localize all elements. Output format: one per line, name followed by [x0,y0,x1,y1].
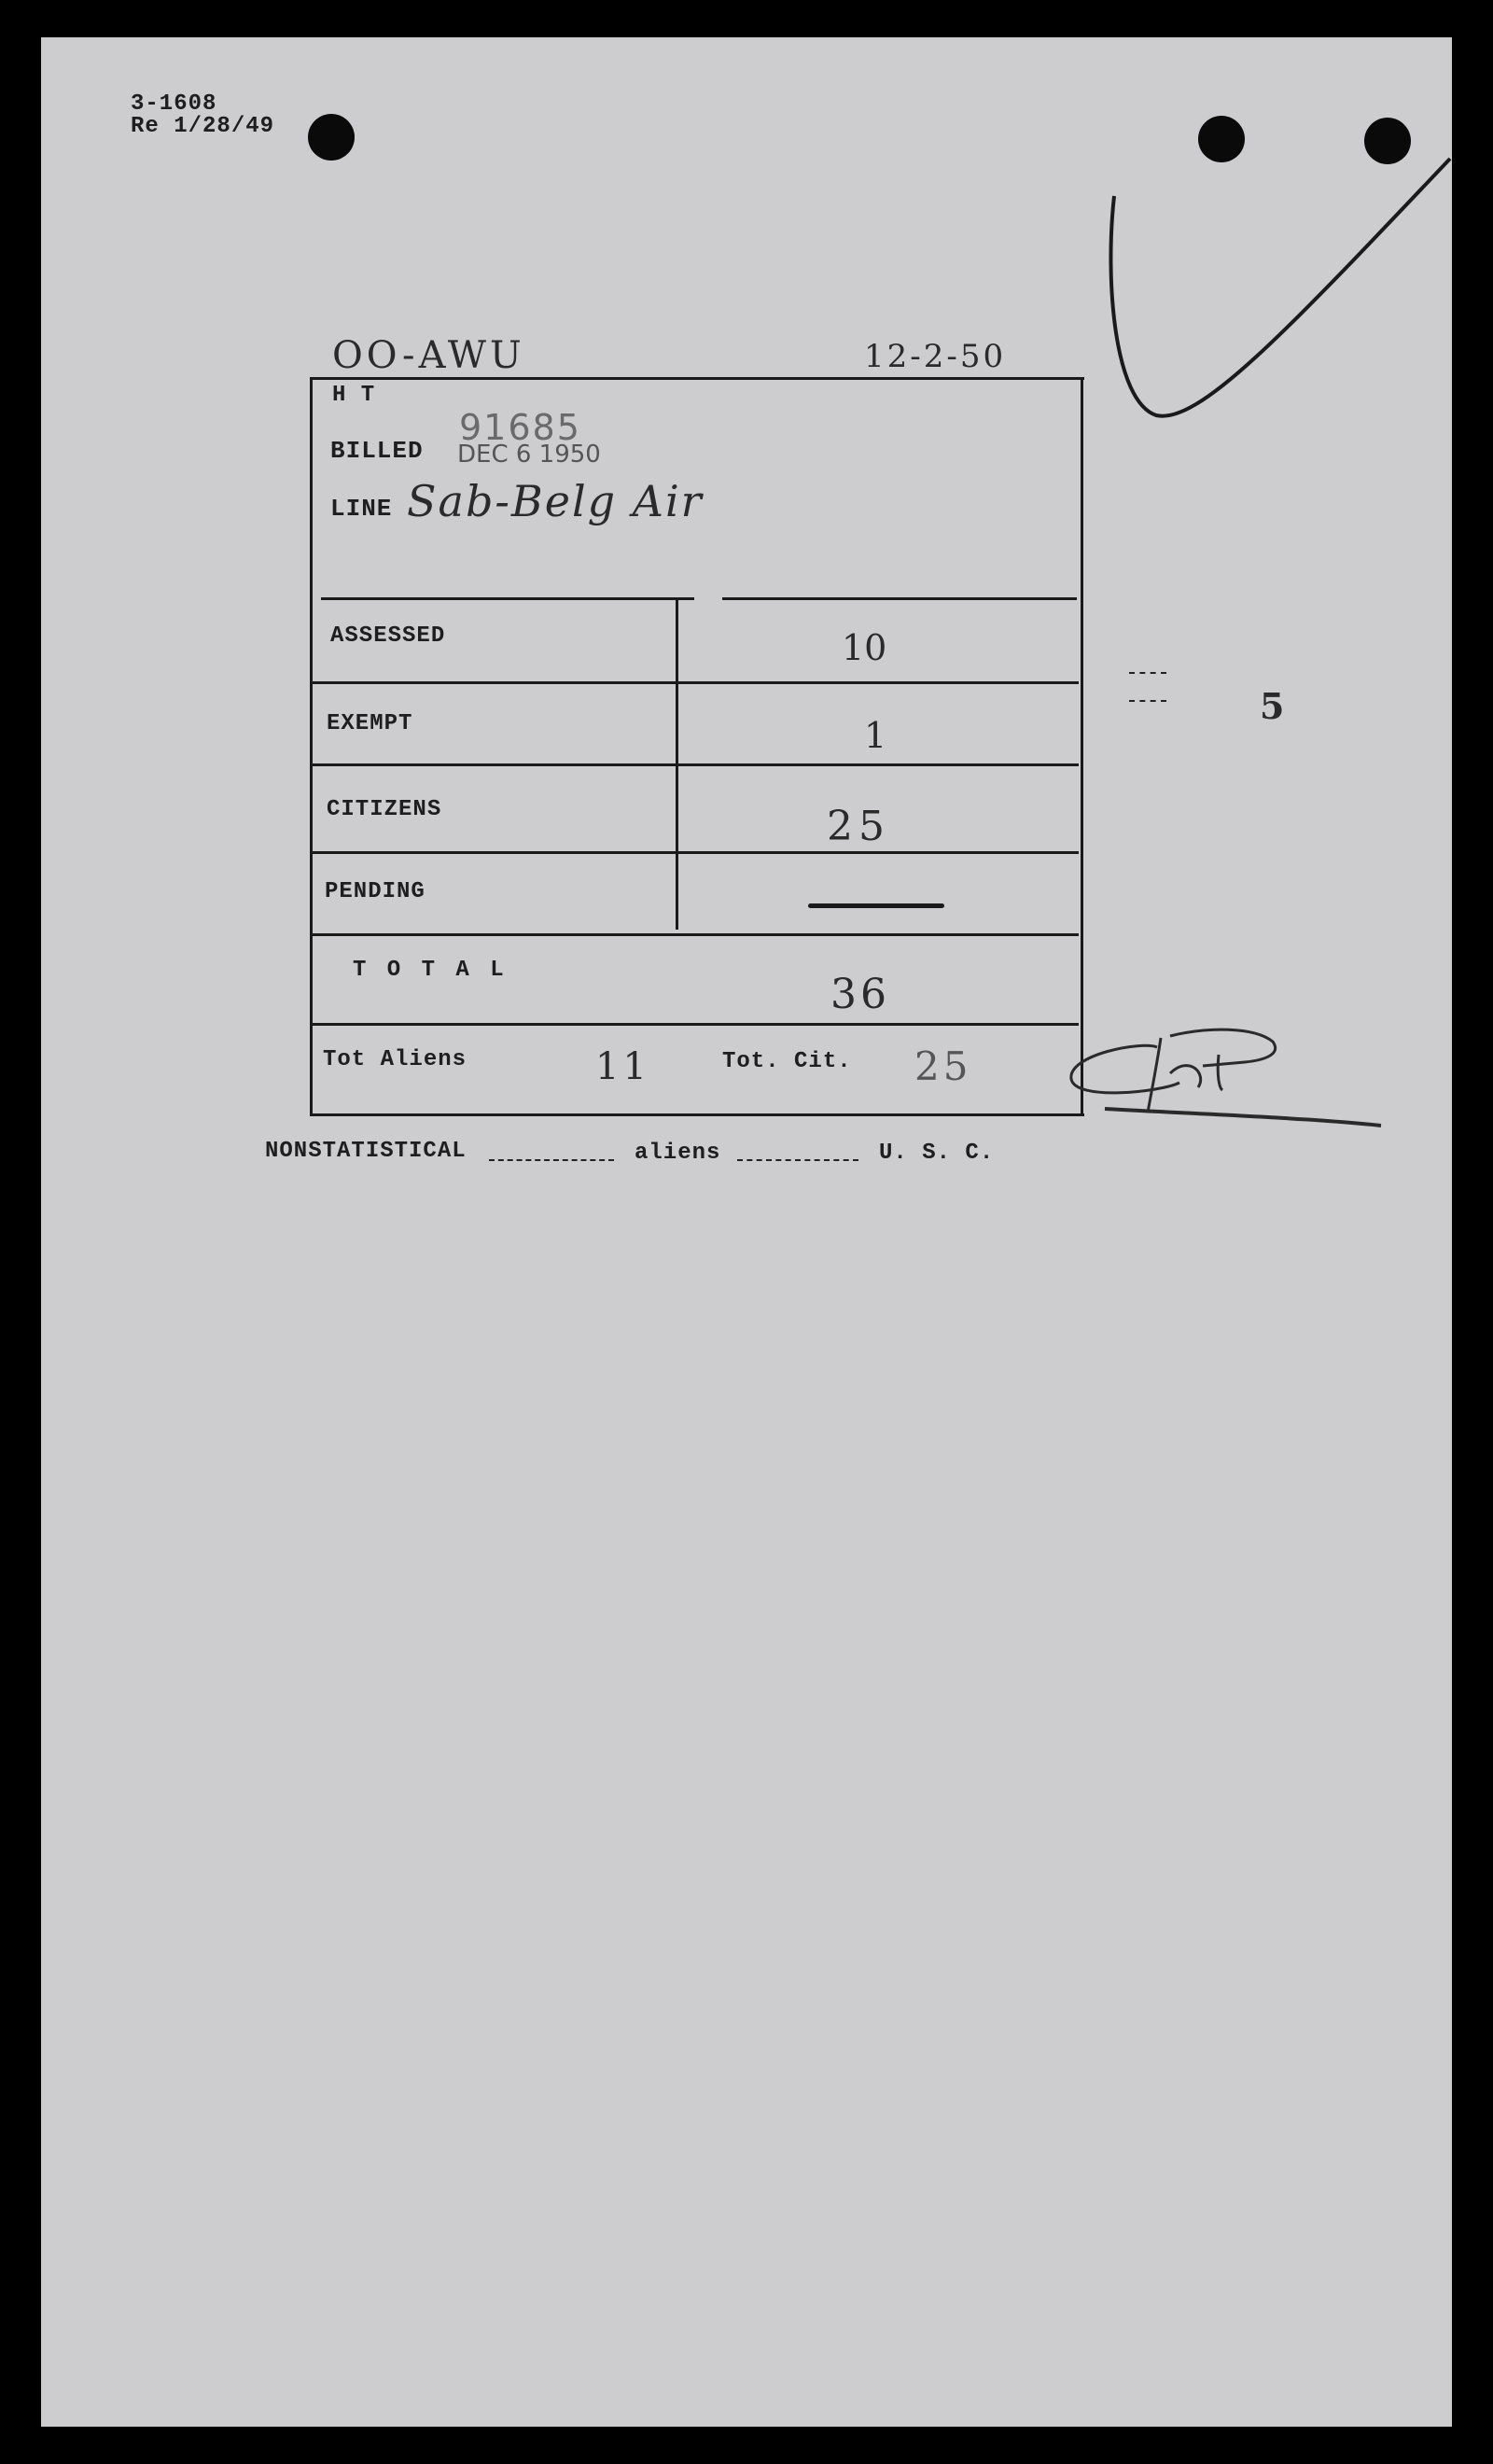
form-revision: Re 1/28/49 [131,114,275,139]
date-handwritten: 12-2-50 [864,338,1007,375]
form-number: 3-1608 [131,91,217,117]
citizens-label: CITIZENS [327,797,442,822]
initials-signature [41,37,1452,1251]
billed-stamp-number: 91685 [459,407,581,448]
billed-label: BILLED [330,437,424,465]
exempt-label: EXEMPT [327,711,413,736]
total-label: T O T A L [353,958,508,983]
tot-aliens-label: Tot Aliens [323,1047,467,1072]
margin-number: 5 [1260,685,1285,727]
nonstatistical-blank [489,1159,614,1161]
tot-aliens-value: 11 [595,1045,650,1088]
line-value-handwritten: Sab-Belg Air [407,476,704,526]
aliens-blank [737,1159,858,1161]
tot-cit-label: Tot. Cit. [722,1049,852,1074]
assessed-value: 10 [842,627,887,668]
assessed-label: ASSESSED [330,623,446,649]
nonstatistical-label: NONSTATISTICAL [265,1139,467,1164]
document-page [41,37,1452,2427]
exempt-value: 1 [864,715,887,756]
pending-label: PENDING [325,879,426,904]
usc-label: U. S. C. [879,1141,995,1166]
citizens-value: 25 [827,803,890,850]
registration-handwritten: OO-AWU [332,334,525,377]
line-label: LINE [330,495,393,523]
tot-cit-value: 25 [914,1043,972,1089]
ht-label: H T [332,383,376,408]
aliens-label: aliens [635,1141,721,1166]
total-value: 36 [830,971,890,1018]
billed-stamp-date: DEC 6 1950 [457,441,601,469]
